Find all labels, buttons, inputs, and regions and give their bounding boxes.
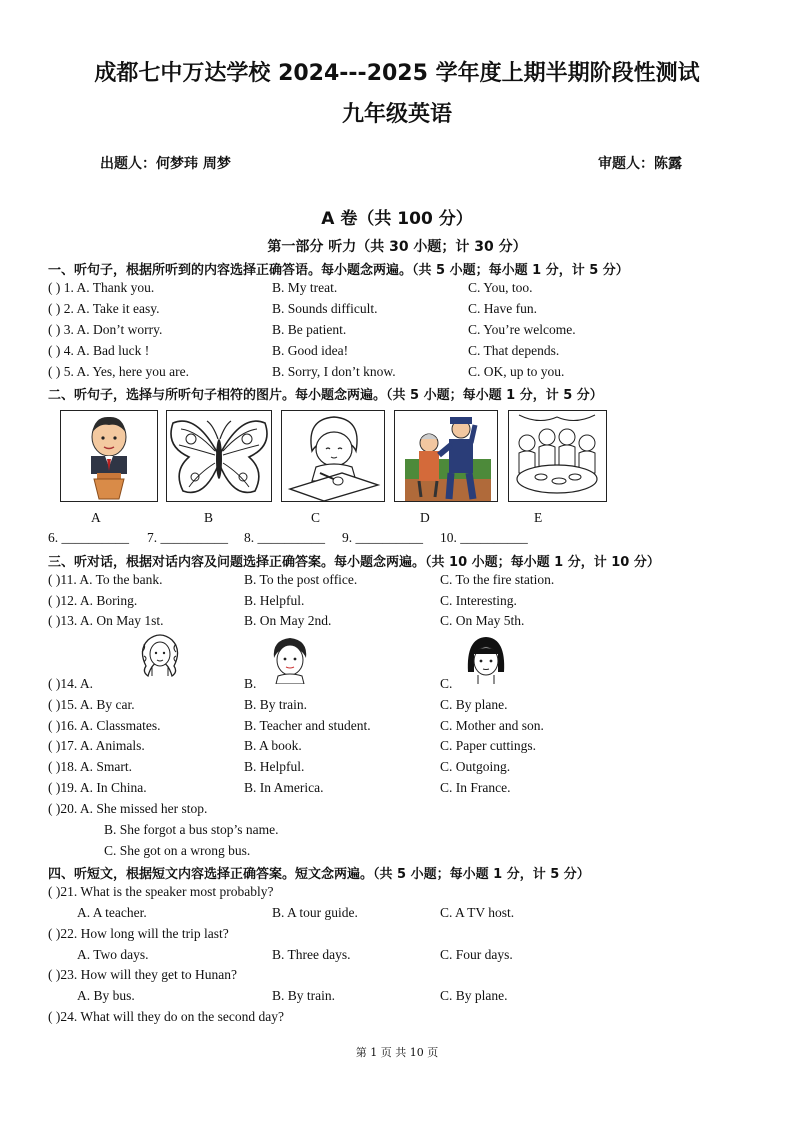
question-stem: ( )16. A. Classmates. bbox=[48, 718, 161, 733]
answer-blank[interactable]: 8. __________ bbox=[244, 530, 325, 545]
option-c: C. Four days. bbox=[440, 947, 513, 962]
picture-label-e: E bbox=[534, 510, 543, 525]
option-c: C. A TV host. bbox=[440, 905, 515, 920]
page-number: 第 1 页 共 10 页 bbox=[355, 1046, 439, 1059]
option-c: C. Interesting. bbox=[440, 593, 517, 608]
option-c: C. She got on a wrong bus. bbox=[104, 843, 251, 858]
option-c: C. Have fun. bbox=[468, 301, 537, 316]
section1-heading: 一、听句子，根据所听到的内容选择正确答语。每小题念两遍。（共 5 小题；每小题 1 分，计 5 分） bbox=[48, 263, 629, 278]
option-c: C. That depends. bbox=[468, 343, 560, 358]
answer-blank[interactable]: 7. __________ bbox=[147, 530, 228, 545]
option-a: A. Two days. bbox=[77, 947, 149, 962]
option-c: C. bbox=[440, 676, 453, 691]
option-b: B. bbox=[244, 676, 257, 691]
option-b: B. Helpful. bbox=[244, 759, 305, 774]
option-b: B. In America. bbox=[244, 780, 324, 795]
part-heading: 第一部分 听力（共 30 小题；计 30 分） bbox=[267, 239, 527, 255]
option-b: B. By train. bbox=[244, 697, 307, 712]
option-b: B. Three days. bbox=[272, 947, 351, 962]
answer-blank[interactable]: 10. __________ bbox=[440, 530, 528, 545]
option-b: B. She forgot a bus stop’s name. bbox=[104, 822, 279, 837]
section3-heading: 三、听对话，根据对话内容及问题选择正确答案。每小题念两遍。（共 10 小题；每小题 1 分，计 10 分） bbox=[48, 555, 660, 570]
option-c: C. By plane. bbox=[440, 697, 508, 712]
question-stem: ( )21. What is the speaker most probably? bbox=[48, 884, 274, 899]
option-b: B. Helpful. bbox=[244, 593, 305, 608]
reviewer-line: 审题人：陈露 bbox=[598, 156, 682, 172]
picture-label-a: A bbox=[91, 510, 101, 525]
section4-heading: 四、听短文，根据短文内容选择正确答案。短文念两遍。（共 5 小题；每小题 1 分，计 5 分） bbox=[48, 867, 590, 882]
question-stem: ( )19. A. In China. bbox=[48, 780, 147, 795]
picture-b-butterfly bbox=[166, 410, 272, 502]
question-stem: ( )11. A. To the bank. bbox=[48, 572, 163, 587]
question-stem: ( )18. A. Smart. bbox=[48, 759, 132, 774]
picture-label-b: B bbox=[204, 510, 214, 525]
option-c: C. You, too. bbox=[468, 280, 533, 295]
option-a: A. A teacher. bbox=[77, 905, 147, 920]
option-a: A. By bus. bbox=[77, 988, 135, 1003]
option-b: B. Sounds difficult. bbox=[272, 301, 378, 316]
option-c: C. In France. bbox=[440, 780, 511, 795]
option-b: B. By train. bbox=[272, 988, 335, 1003]
portrait-b-short-curly-hair bbox=[268, 634, 312, 688]
option-b: B. A tour guide. bbox=[272, 905, 358, 920]
question-stem: ( ) 1. A. Thank you. bbox=[48, 280, 155, 295]
option-b: B. My treat. bbox=[272, 280, 338, 295]
question-stem: ( )17. A. Animals. bbox=[48, 738, 145, 753]
section2-heading: 二、听句子，选择与所听句子相符的图片。每小题念两遍。（共 5 小题；每小题 1 分，计 5 分） bbox=[48, 388, 603, 403]
option-c: C. Paper cuttings. bbox=[440, 738, 536, 753]
question-stem: ( ) 3. A. Don’t worry. bbox=[48, 322, 163, 337]
option-b: B. Be patient. bbox=[272, 322, 347, 337]
picture-d-police-helping bbox=[394, 410, 498, 502]
author-line: 出题人：何梦玮 周梦 bbox=[100, 156, 231, 172]
option-c: C. OK, up to you. bbox=[468, 364, 565, 379]
option-c: C. Mother and son. bbox=[440, 718, 544, 733]
question-stem: ( ) 2. A. Take it easy. bbox=[48, 301, 160, 316]
answer-blank[interactable]: 9. __________ bbox=[342, 530, 423, 545]
option-b: B. Sorry, I don’t know. bbox=[272, 364, 396, 379]
question-stem: ( )13. A. On May 1st. bbox=[48, 613, 164, 628]
option-c: C. By plane. bbox=[440, 988, 508, 1003]
portrait-a-curly-hair bbox=[138, 632, 182, 686]
option-b: B. A book. bbox=[244, 738, 302, 753]
question-stem: ( )12. A. Boring. bbox=[48, 593, 138, 608]
volume-heading: A 卷（共 100 分） bbox=[321, 209, 473, 229]
question-stem: ( )24. What will they do on the second day? bbox=[48, 1009, 284, 1024]
portrait-c-straight-hair bbox=[464, 634, 508, 688]
question-stem: ( ) 5. A. Yes, here you are. bbox=[48, 364, 189, 379]
option-b: B. To the post office. bbox=[244, 572, 358, 587]
question-stem: ( )15. A. By car. bbox=[48, 697, 135, 712]
option-c: C. To the fire station. bbox=[440, 572, 555, 587]
question-stem: ( )20. A. She missed her stop. bbox=[48, 801, 208, 816]
picture-c-girl-writing bbox=[281, 410, 385, 502]
option-b: B. On May 2nd. bbox=[244, 613, 332, 628]
option-c: C. Outgoing. bbox=[440, 759, 511, 774]
answer-blank[interactable]: 6. __________ bbox=[48, 530, 129, 545]
picture-a-speaker bbox=[60, 410, 158, 502]
picture-label-c: C bbox=[311, 510, 321, 525]
question-stem: ( ) 4. A. Bad luck ! bbox=[48, 343, 150, 358]
picture-label-d: D bbox=[420, 510, 430, 525]
exam-title: 成都七中万达学校 2024---2025 学年度上期半期阶段性测试 bbox=[94, 61, 700, 86]
picture-e-party bbox=[508, 410, 607, 502]
option-c: C. You’re welcome. bbox=[468, 322, 576, 337]
exam-subtitle: 九年级英语 bbox=[341, 102, 452, 127]
option-b: B. Good idea! bbox=[272, 343, 349, 358]
option-c: C. On May 5th. bbox=[440, 613, 525, 628]
question-stem: ( )23. How will they get to Hunan? bbox=[48, 967, 237, 982]
question-stem: ( )22. How long will the trip last? bbox=[48, 926, 229, 941]
question-stem: ( )14. A. bbox=[48, 676, 93, 691]
option-b: B. Teacher and student. bbox=[244, 718, 371, 733]
